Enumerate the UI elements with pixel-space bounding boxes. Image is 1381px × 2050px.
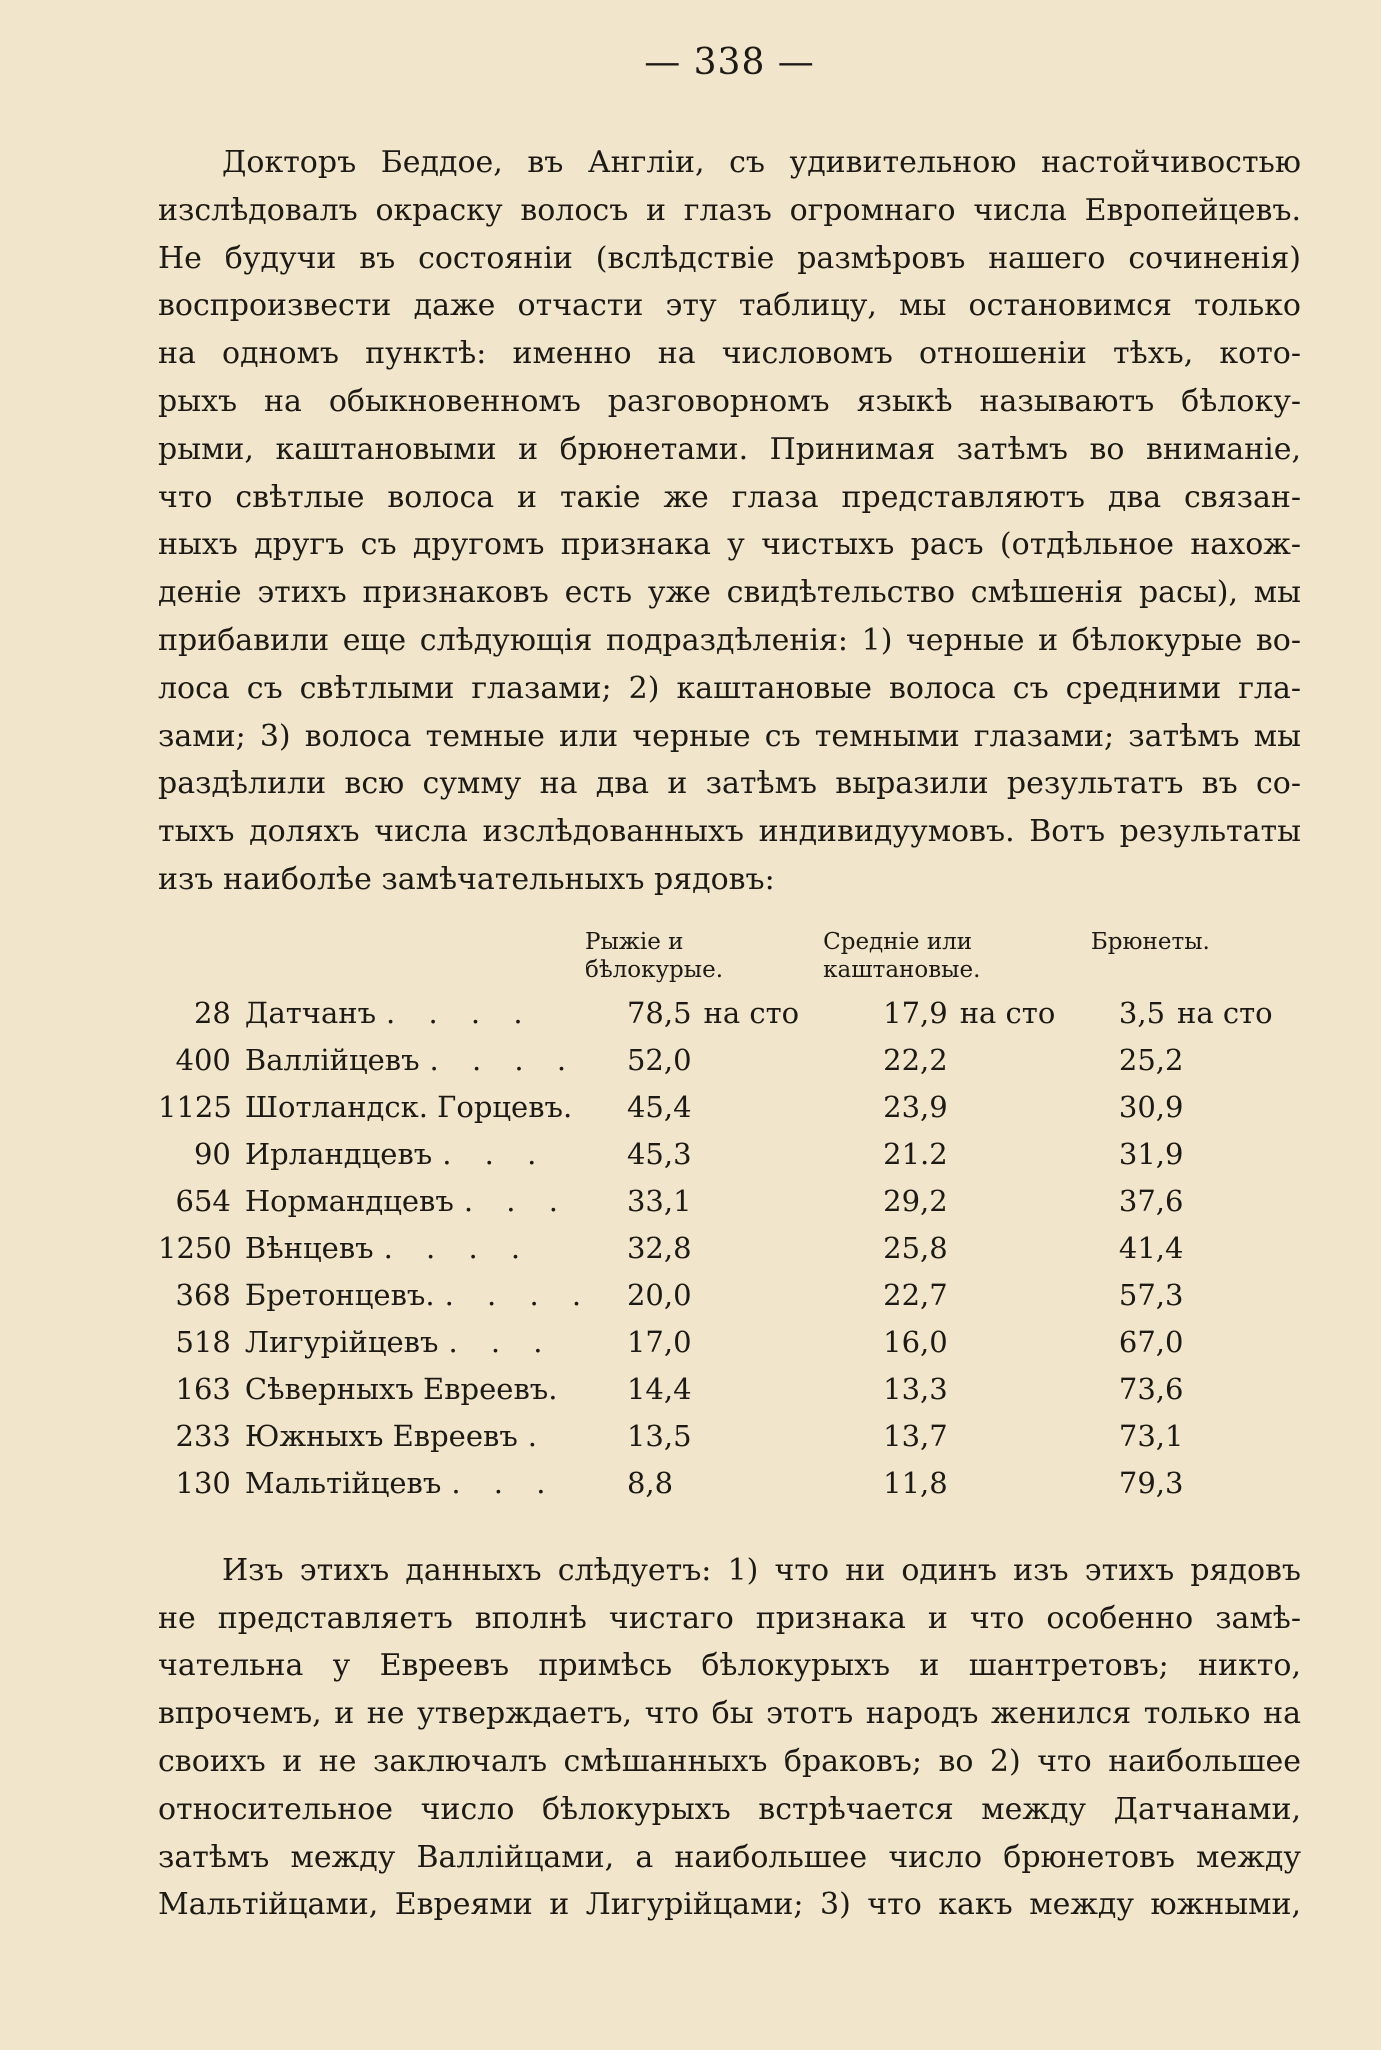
- value-brunette: 31,9: [1118, 1136, 1184, 1171]
- cell-brunette: [1051, 1225, 1301, 1272]
- header-brunette: [1051, 928, 1301, 990]
- cell-brunette: [1051, 1319, 1301, 1366]
- cell-chestnut: [823, 1084, 1051, 1131]
- population-name: Мальтійцевъ: [244, 1465, 442, 1500]
- value-chestnut: 29,2: [883, 1183, 948, 1218]
- text-line: изслѣдовалъ окраску волосъ и глазъ огромнаго числа Европейцевъ.: [158, 192, 1301, 228]
- text-line: затѣмъ между Валлійцами, а наибольшее число брюнетовъ между: [158, 1839, 1301, 1875]
- table-row: [158, 1366, 1301, 1413]
- cell-count: 1250: [158, 1230, 232, 1265]
- text-line: раздѣлили всю сумму на два и затѣмъ выразили результатъ въ со-: [158, 766, 1301, 802]
- value-brunette: 25,2: [1118, 1042, 1184, 1077]
- header-brunette-text: Брюнеты.: [1090, 928, 1210, 955]
- cell-brunette: [1051, 1460, 1301, 1507]
- cell-brunette: [1051, 990, 1301, 1037]
- paragraph-2: [158, 1547, 1301, 1929]
- cell-brunette: [1051, 1413, 1301, 1460]
- cell-blond: [565, 1178, 823, 1225]
- cell-count: 518: [175, 1324, 231, 1359]
- value-chestnut: 22,2: [883, 1042, 948, 1077]
- value-brunette: 73,1: [1118, 1418, 1184, 1453]
- leader-dots: . . .: [451, 1465, 558, 1500]
- cell-blond: [565, 1225, 823, 1272]
- header-blond-line1: Рыжіе и: [584, 928, 684, 955]
- text-line: впрочемъ, и не утверждаетъ, что бы этотъ народъ женился только на: [158, 1696, 1301, 1732]
- value-blond: 33,1: [626, 1183, 692, 1218]
- value-blond: 20,0: [626, 1277, 692, 1312]
- table-row: [158, 1037, 1301, 1084]
- cell-brunette: [1051, 1272, 1301, 1319]
- text-line: своихъ и не заключалъ смѣшанныхъ браковъ; во 2) что наибольшее: [158, 1743, 1301, 1779]
- cell-blond: [565, 1460, 823, 1507]
- text-line: изъ наиболѣе замѣчательныхъ рядовъ:: [158, 861, 775, 897]
- cell-population: [231, 1037, 579, 1084]
- value-chestnut: 23,9: [883, 1089, 948, 1124]
- value-brunette: 57,3: [1118, 1277, 1184, 1312]
- cell-blond: [565, 1319, 823, 1366]
- cell-chestnut: [823, 1272, 1051, 1319]
- leader-dots: . . . .: [386, 995, 535, 1030]
- cell-count: 400: [175, 1042, 231, 1077]
- population-name: Южныхъ Евреевъ: [244, 1418, 518, 1453]
- page-number: — 338 —: [644, 42, 815, 83]
- cell-blond: [565, 1366, 823, 1413]
- cell-blond: [565, 1413, 823, 1460]
- leader-dots: . . . .: [383, 1230, 533, 1265]
- cell-brunette: [1051, 1131, 1301, 1178]
- table-row: [158, 1225, 1301, 1272]
- cell-chestnut: [823, 1460, 1051, 1507]
- value-blond: 32,8: [626, 1230, 692, 1265]
- cell-blond: [565, 1084, 823, 1131]
- header-chestnut: [823, 928, 1051, 990]
- text-line: Докторъ Беддое, въ Англіи, съ удивительною настойчивостью: [222, 145, 1301, 180]
- cell-count: 163: [175, 1371, 231, 1406]
- cell-chestnut: [823, 990, 1056, 1037]
- text-line: Изъ этихъ данныхъ слѣдуетъ: 1) что ни одинъ изъ этихъ рядовъ: [222, 1552, 1301, 1588]
- cell-population: [231, 1366, 565, 1413]
- value-brunette: 79,3: [1118, 1465, 1184, 1500]
- value-chestnut: 21.2: [883, 1136, 948, 1171]
- cell-chestnut: [823, 1319, 1051, 1366]
- cell-chestnut: [823, 1131, 1051, 1178]
- leader-dots: . . .: [442, 1136, 549, 1171]
- value-blond: 78,5: [626, 995, 692, 1030]
- cell-count: 368: [175, 1277, 231, 1312]
- population-name: Ирландцевъ: [244, 1136, 433, 1171]
- cell-chestnut: [823, 1413, 1051, 1460]
- leader-dots: . . . .: [444, 1277, 594, 1312]
- cell-count: 654: [175, 1183, 231, 1218]
- cell-chestnut: [823, 1037, 1051, 1084]
- text-line: рыхъ на обыкновенномъ разговорномъ языкѣ называютъ бѣлоку-: [158, 383, 1301, 419]
- unit-label: на сто: [1177, 995, 1273, 1030]
- table-row: [158, 990, 1301, 1037]
- cell-chestnut: [823, 1178, 1051, 1225]
- table-row: [158, 1178, 1301, 1225]
- cell-count: 130: [175, 1465, 231, 1500]
- table-row: [158, 1084, 1301, 1131]
- value-chestnut: 11,8: [883, 1465, 948, 1500]
- text-line: чательна у Евреевъ примѣсь бѣлокурыхъ и шантретовъ; никто,: [158, 1648, 1301, 1684]
- cell-blond: [565, 990, 823, 1037]
- text-line: тыхъ доляхъ числа изслѣдованныхъ индивидуумовъ. Вотъ результаты: [158, 814, 1301, 850]
- cell-blond: [565, 1131, 823, 1178]
- text-line: рыми, каштановыми и брюнетами. Принимая затѣмъ во вниманіе,: [158, 431, 1301, 467]
- value-blond: 52,0: [626, 1042, 692, 1077]
- value-blond: 45,4: [626, 1089, 692, 1124]
- value-brunette: 3,5: [1118, 995, 1166, 1030]
- hair-eye-color-table: [158, 928, 1301, 1507]
- leader-dots: . . .: [448, 1324, 555, 1359]
- value-brunette: 67,0: [1118, 1324, 1184, 1359]
- population-name: Шотландск. Горцевъ.: [244, 1089, 573, 1124]
- text-line: лоса съ свѣтлыми глазами; 2) каштановые волоса съ средними гла-: [158, 670, 1301, 706]
- cell-population: [231, 1225, 565, 1272]
- cell-brunette: [1051, 1037, 1301, 1084]
- cell-count: 233: [175, 1418, 231, 1453]
- text-line: зами; 3) волоса темные или черные съ темными глазами; затѣмъ мы: [158, 718, 1301, 754]
- leader-dots: . . .: [463, 1183, 570, 1218]
- value-chestnut: 13,7: [883, 1418, 948, 1453]
- text-line: прибавили еще слѣдующія подраздѣленія: 1) черные и бѣлокурые во-: [158, 622, 1301, 658]
- value-brunette: 73,6: [1118, 1371, 1184, 1406]
- text-line: ныхъ другъ съ другомъ признака у чистыхъ расъ (отдѣльное нахож-: [158, 527, 1301, 563]
- cell-chestnut: [823, 1225, 1051, 1272]
- cell-population: [231, 990, 565, 1037]
- population-name: Бретонцевъ.: [244, 1277, 435, 1312]
- text-line: относительное число бѣлокурыхъ встрѣчается между Датчанами,: [158, 1791, 1301, 1827]
- cell-chestnut: [823, 1366, 1051, 1413]
- value-chestnut: 13,3: [883, 1371, 948, 1406]
- value-blond: 17,0: [626, 1324, 692, 1359]
- population-name: Нормандцевъ: [244, 1183, 454, 1218]
- cell-brunette: [1051, 1084, 1301, 1131]
- header-blond-line2: бѣлокурые.: [584, 956, 724, 983]
- table-row: [158, 1272, 1301, 1319]
- paragraph-1: [158, 139, 1301, 904]
- cell-count: 90: [193, 1136, 231, 1171]
- unit-label: на сто: [703, 995, 800, 1030]
- value-brunette: 41,4: [1118, 1230, 1184, 1265]
- text-line: не представляетъ вполнѣ чистаго признака и что особенно замѣ-: [158, 1600, 1301, 1636]
- table-header-row: [158, 928, 1301, 990]
- text-line: Мальтійцами, Евреями и Лигурійцами; 3) что какъ между южными,: [158, 1887, 1301, 1923]
- value-blond: 13,5: [626, 1418, 692, 1453]
- table-row: [158, 1319, 1301, 1366]
- leader-dots: . . . .: [429, 1042, 579, 1077]
- cell-population: [231, 1178, 570, 1225]
- value-blond: 45,3: [626, 1136, 692, 1171]
- population-name: Сѣверныхъ Евреевъ.: [244, 1371, 558, 1406]
- value-chestnut: 17,9: [883, 995, 948, 1030]
- table-row: [158, 1131, 1301, 1178]
- header-chestnut-line1: Средніе или: [823, 928, 973, 955]
- cell-count: 28: [193, 995, 231, 1030]
- cell-population: [231, 1131, 565, 1178]
- cell-count: 1125: [158, 1089, 232, 1124]
- table-row: [158, 1460, 1301, 1507]
- value-brunette: 37,6: [1118, 1183, 1184, 1218]
- value-chestnut: 16,0: [883, 1324, 948, 1359]
- leader-dots: .: [527, 1418, 549, 1453]
- population-name: Датчанъ: [244, 995, 377, 1030]
- population-name: Валлійцевъ: [244, 1042, 420, 1077]
- cell-brunette: [1051, 1366, 1301, 1413]
- cell-population: [231, 1319, 565, 1366]
- text-line: деніе этихъ признаковъ есть уже свидѣтельство смѣшенія расы), мы: [158, 575, 1301, 611]
- text-line: воспроизвести даже отчасти эту таблицу, мы остановимся только: [158, 288, 1301, 324]
- cell-blond: [565, 1037, 823, 1084]
- text-line: что свѣтлые волоса и такіе же глаза представляютъ два связан-: [158, 479, 1301, 515]
- value-chestnut: 25,8: [883, 1230, 948, 1265]
- cell-brunette: [1051, 1178, 1301, 1225]
- population-name: Лигурійцевъ: [244, 1324, 439, 1359]
- value-blond: 8,8: [626, 1465, 674, 1500]
- cell-population: [231, 1272, 594, 1319]
- cell-population: [231, 1460, 565, 1507]
- table-row: [158, 1413, 1301, 1460]
- header-chestnut-line2: каштановые.: [823, 956, 981, 983]
- text-line: на одномъ пунктѣ: именно на числовомъ отношеніи тѣхъ, кото-: [158, 336, 1301, 372]
- cell-blond: [565, 1272, 823, 1319]
- value-brunette: 30,9: [1118, 1089, 1184, 1124]
- unit-label: на сто: [959, 995, 1056, 1030]
- value-blond: 14,4: [626, 1371, 692, 1406]
- header-blond: [565, 928, 823, 990]
- value-chestnut: 22,7: [883, 1277, 948, 1312]
- population-name: Вѣнцевъ: [244, 1230, 374, 1265]
- cell-population: [231, 1084, 573, 1131]
- text-line: Не будучи въ состояніи (вслѣдствіе размѣровъ нашего сочиненія): [158, 240, 1301, 276]
- cell-population: [231, 1413, 565, 1460]
